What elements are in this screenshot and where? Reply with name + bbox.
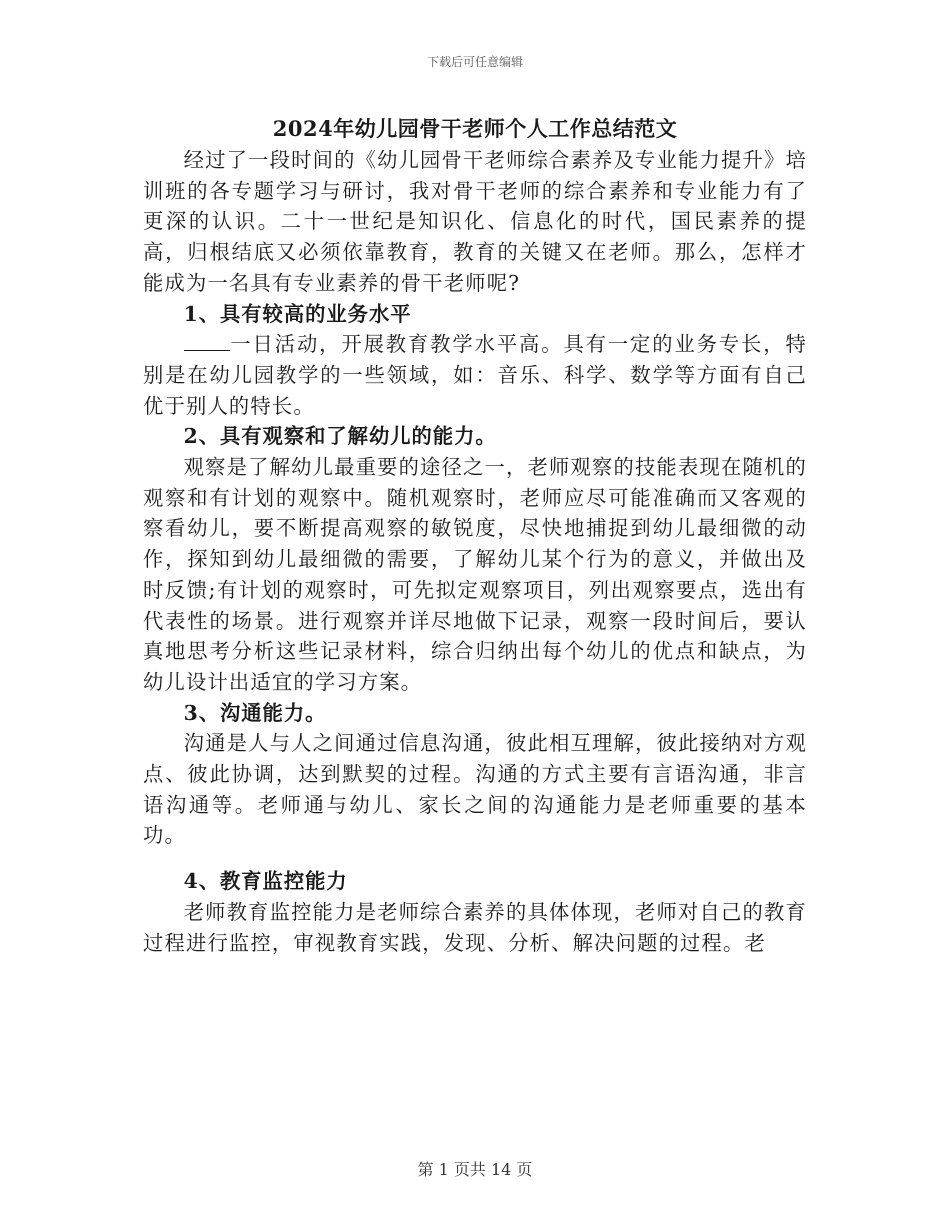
document-title: 2024年幼儿园骨干老师个人工作总结范文 <box>272 116 678 141</box>
section-heading-1: 1、具有较高的业务水平 <box>183 301 412 326</box>
page-header-note: 下载后可任意编辑 <box>426 55 523 69</box>
section-heading-4: 4、教育监控能力 <box>183 869 348 894</box>
section-heading-2: 2、具有观察和了解幼儿的能力。 <box>183 424 497 449</box>
section-body-2: 观察是了解幼儿最重要的途径之一，老师观察的技能表现在随机的观察和有计划的观察中。随机观察时，老师应尽可能准确而又客观的察看幼儿，要不断提高观察的敏锐度，尽快地捕捉到幼儿最细微的动作，探知到幼儿最细微的需要，了解幼儿某个行为的意义，并做出及时反馈;有计划的观察时，可先拟定观察项目，列出观察要点，选出有代表性的场景。进行观察并详尽地做下记录，观察一段时间后，要认真地思考分析这些记录材料，综合归纳出每个幼儿的优点和缺点，为幼儿设计出适宜的学习方案。 <box>143 455 807 694</box>
document-body <box>143 114 807 958</box>
intro-paragraph: 经过了一段时间的《幼儿园骨干老师综合素养及专业能力提升》培训班的各专题学习与研讨，我对骨干老师的综合素养和专业能力有了更深的认识。二十一世纪是知识化、信息化的时代，国民素养的提高，归根结底又必须依靠教育，教育的关键又在老师。那么，怎样才能成为一名具有专业素养的骨干老师呢? <box>143 148 807 295</box>
page-number-footer: 第 1 页共 14 页 <box>417 1160 533 1179</box>
section-heading-3: 3、沟通能力。 <box>183 700 327 725</box>
fill-in-blank <box>184 349 230 351</box>
section-body-1-text: 一日活动，开展教育教学水平高。具有一定的业务专长，特别是在幼儿园教学的一些领域，如：音乐、科学、数学等方面有自己优于别人的特长。 <box>143 332 807 418</box>
section-body-1 <box>143 329 807 421</box>
section-body-4: 老师教育监控能力是老师综合素养的具体体现，老师对自己的教育过程进行监控，审视教育实践，发现、分析、解决问题的过程。老 <box>143 899 807 955</box>
section-body-3: 沟通是人与人之间通过信息沟通，彼此相互理解，彼此接纳对方观点、彼此协调，达到默契的过程。沟通的方式主要有言语沟通，非言语沟通等。老师通与幼儿、家长之间的沟通能力是老师重要的基本功。 <box>143 731 807 848</box>
